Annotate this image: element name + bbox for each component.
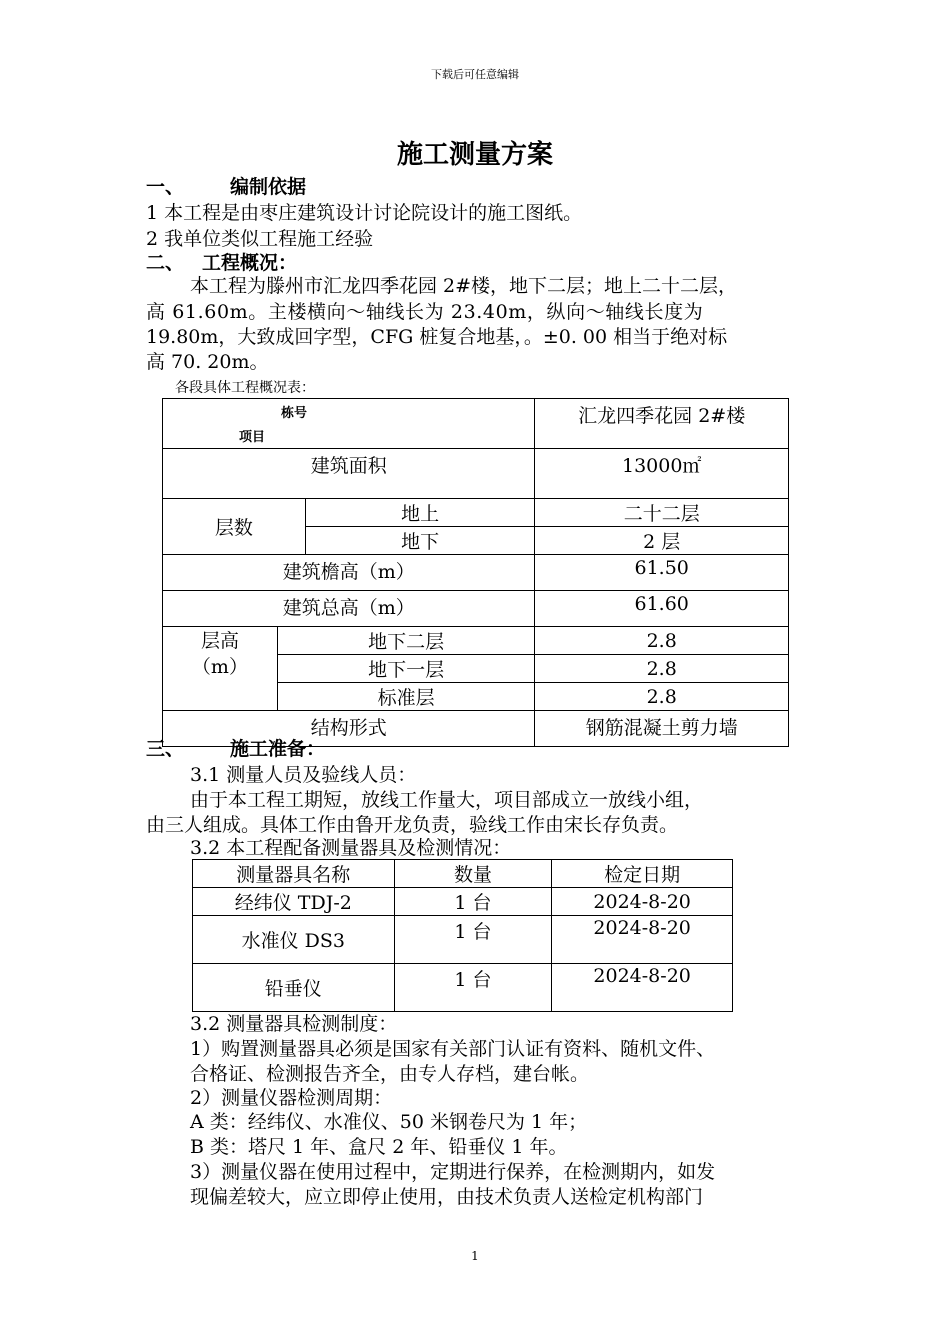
instrument-date: 2024-8-20 [552, 916, 733, 964]
instrument-header-qty: 数量 [394, 860, 552, 888]
floor-height-unit: （m） [191, 656, 248, 678]
instrument-date: 2024-8-20 [552, 964, 733, 1012]
eave-height-value: 61.50 [535, 555, 789, 591]
instrument-header-name: 测量器具名称 [193, 860, 395, 888]
overview-line-3: 19.80m，大致成回字型，CFG 桩复合地基，。±0. 00 相当于绝对标 [146, 326, 728, 348]
overview-line-2: 高 61.60m。主楼横向～轴线长为 23.40m，纵向～轴线长度为 [146, 301, 704, 323]
instrument-name: 铅垂仪 [193, 964, 395, 1012]
instrument-qty: 1 台 [394, 964, 552, 1012]
subsection-3-1: 3.1 测量人员及验线人员： [190, 764, 417, 786]
basement-2-label: 地下二层 [277, 627, 535, 655]
basis-line-2: 2 我单位类似工程施工经验 [146, 228, 374, 250]
rule-line-1: 1）购置测量器具必须是国家有关部门认证有资料、随机文件、 [190, 1038, 716, 1060]
structure-label: 结构形式 [163, 711, 535, 747]
instrument-qty: 1 台 [394, 916, 552, 964]
rule-line-4: A 类：经纬仪、水准仪、50 米钢卷尺为 1 年； [190, 1111, 588, 1133]
instrument-header-date: 检定日期 [552, 860, 733, 888]
section-2-number: 二、 [146, 252, 185, 274]
section-1-number: 一、 [146, 176, 185, 198]
basement-1-value: 2.8 [535, 655, 789, 683]
building-name: 汇龙四季花园 2#楼 [535, 399, 789, 449]
page-title: 施工测量方案 [396, 140, 553, 170]
floors-label: 层数 [163, 499, 306, 555]
structure-value: 钢筋混凝土剪力墙 [535, 711, 789, 747]
section-3-heading: 施工准备： [230, 738, 326, 760]
eave-height-label: 建筑檐高（m） [163, 555, 535, 591]
basement-2-value: 2.8 [535, 627, 789, 655]
staff-line-2: 由三人组成。具体工作由鲁开龙负责，验线工作由宋长存负责。 [146, 814, 679, 836]
above-ground-value: 二十二层 [535, 499, 789, 527]
table-row [193, 916, 733, 964]
section-1-heading: 编制依据 [230, 176, 307, 198]
section-2-heading: 工程概况： [202, 252, 298, 274]
above-ground-label: 地上 [305, 499, 535, 527]
overview-line-4: 高 70. 20m。 [146, 351, 269, 373]
rule-line-3: 2）测量仪器检测周期： [190, 1087, 393, 1109]
rule-line-2: 合格证、检测报告齐全，由专人存档，建台帐。 [190, 1063, 590, 1085]
area-label: 建筑面积 [163, 449, 535, 499]
subsection-3-2b: 3.2 测量器具检测制度： [190, 1013, 398, 1035]
rule-line-7: 现偏差较大，应立即停止使用，由技术负责人送检定机构部门 [190, 1186, 704, 1208]
instrument-name: 水准仪 DS3 [193, 916, 395, 964]
standard-floor-value: 2.8 [535, 683, 789, 711]
total-height-value: 61.60 [535, 591, 789, 627]
corner-header-cell [163, 399, 535, 449]
table-1-caption: 各段具体工程概况表： [175, 380, 315, 396]
below-ground-value: 2 层 [535, 527, 789, 555]
staff-line-1: 由于本工程工期短，放线工作量大，项目部成立一放线小组， [190, 789, 704, 811]
standard-floor-label: 标准层 [277, 683, 535, 711]
instrument-table [192, 859, 733, 1012]
rule-line-6: 3）测量仪器在使用过程中，定期进行保养，在检测期内，如发 [190, 1161, 716, 1183]
instrument-qty: 1 台 [394, 888, 552, 916]
area-value: 13000㎡ [535, 449, 789, 499]
header-note: 下载后可任意编辑 [431, 68, 519, 81]
project-overview-table [162, 398, 789, 747]
floor-height-label-text: 层高 [200, 630, 239, 652]
instrument-date: 2024-8-20 [552, 888, 733, 916]
section-3-number: 三、 [146, 738, 185, 760]
floor-height-label [163, 627, 278, 711]
table-row [193, 888, 733, 916]
below-ground-label: 地下 [305, 527, 535, 555]
basis-line-1: 1 本工程是由枣庄建筑设计讨论院设计的施工图纸。 [146, 202, 583, 224]
total-height-label: 建筑总高（m） [163, 591, 535, 627]
subsection-3-2: 3.2 本工程配备测量器具及检测情况： [190, 837, 512, 859]
overview-line-1: 本工程为滕州市汇龙四季花园 2#楼，地下二层；地上二十二层， [190, 275, 738, 297]
basement-1-label: 地下一层 [277, 655, 535, 683]
page-number: 1 [471, 1249, 479, 1263]
table-row [193, 964, 733, 1012]
corner-building-label: 栋号 [281, 406, 308, 421]
corner-item-label: 项目 [239, 430, 266, 445]
instrument-name: 经纬仪 TDJ-2 [193, 888, 395, 916]
rule-line-5: B 类：塔尺 1 年、盒尺 2 年、铅垂仪 1 年。 [190, 1136, 568, 1158]
